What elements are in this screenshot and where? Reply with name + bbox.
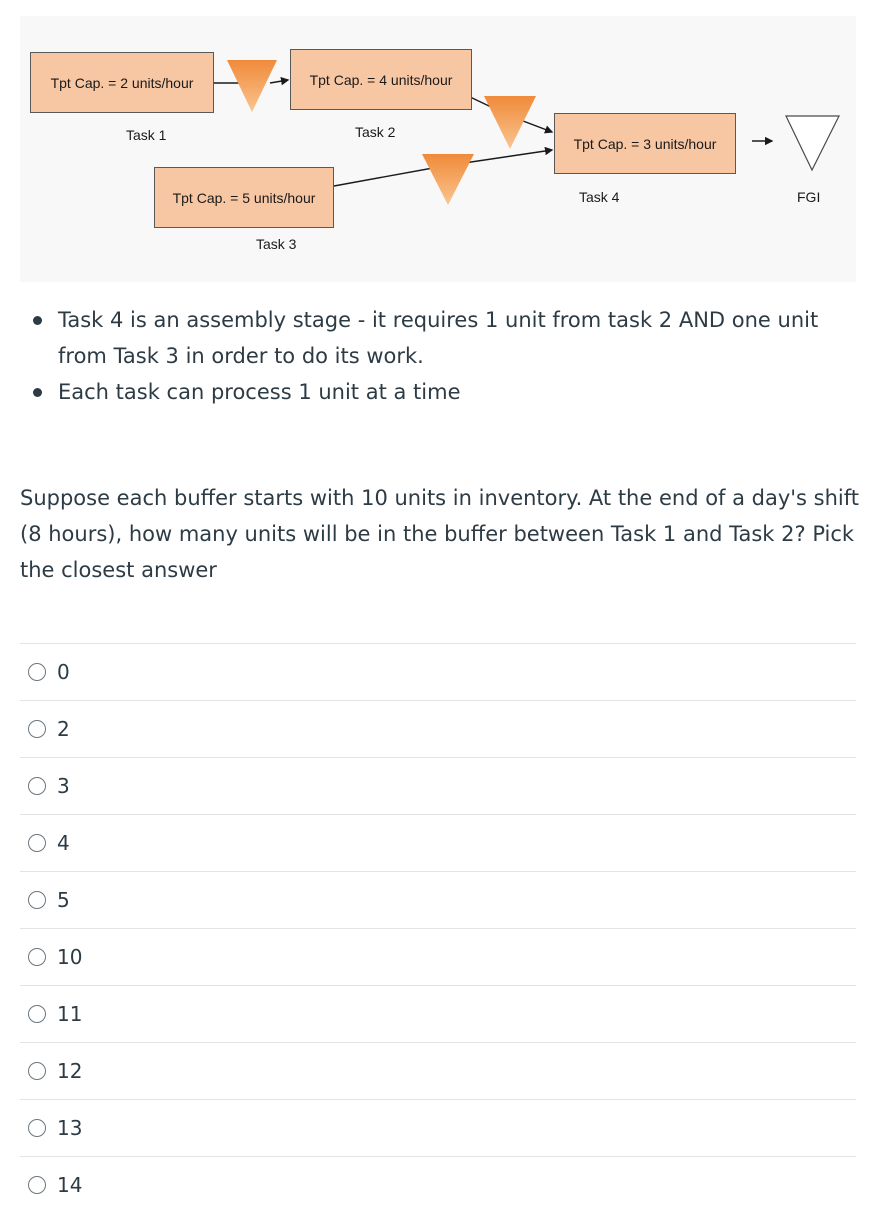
task-3-box (154, 167, 334, 228)
task-1-capacity: Tpt Cap. = 2 units/hour (50, 74, 194, 91)
answer-label: 2 (57, 717, 70, 741)
answer-option-14[interactable] (20, 1156, 856, 1213)
connector-buffer1-task2 (270, 80, 288, 83)
answer-option-5[interactable] (20, 871, 856, 928)
task-2-capacity: Tpt Cap. = 4 units/hour (309, 71, 453, 88)
radio-button[interactable] (28, 777, 46, 795)
answer-option-11[interactable] (20, 985, 856, 1042)
answer-option-12[interactable] (20, 1042, 856, 1099)
radio-button[interactable] (28, 1119, 46, 1137)
task-1-label: Task 1 (126, 127, 167, 143)
answer-option-0[interactable] (20, 643, 856, 700)
bullet-item (24, 302, 844, 374)
answer-label: 11 (57, 1002, 83, 1026)
task-1-box (30, 52, 214, 113)
answer-label: 0 (57, 660, 70, 684)
task-4-label: Task 4 (579, 189, 620, 205)
question-text: Suppose each buffer starts with 10 units in inventory. At the end of a day's shift (8 hours), how many units will be in the buffer between Task 1 and Task 2? Pick the closest answer (20, 486, 860, 582)
radio-button[interactable] (28, 663, 46, 681)
radio-button[interactable] (28, 891, 46, 909)
answer-option-2[interactable] (20, 700, 856, 757)
bullet-text: Each task can process 1 unit at a time (58, 380, 461, 404)
answer-label: 3 (57, 774, 70, 798)
answer-label: 13 (57, 1116, 83, 1140)
radio-button[interactable] (28, 834, 46, 852)
task-3-capacity: Tpt Cap. = 5 units/hour (172, 189, 316, 206)
bullet-dot-icon (33, 388, 42, 397)
answer-label: 14 (57, 1173, 83, 1197)
fgi-triangle (786, 116, 839, 170)
radio-button[interactable] (28, 1005, 46, 1023)
connector-task3-buffer3 (334, 166, 444, 186)
radio-button[interactable] (28, 948, 46, 966)
radio-button[interactable] (28, 720, 46, 738)
answer-label: 4 (57, 831, 70, 855)
answer-label: 5 (57, 888, 70, 912)
answer-option-3[interactable] (20, 757, 856, 814)
task-3-label: Task 3 (256, 236, 297, 252)
answer-label: 10 (57, 945, 83, 969)
answer-label: 12 (57, 1059, 83, 1083)
task-2-label: Task 2 (355, 124, 396, 140)
answer-option-4[interactable] (20, 814, 856, 871)
task-4-box (554, 113, 736, 174)
radio-button[interactable] (28, 1176, 46, 1194)
radio-button[interactable] (28, 1062, 46, 1080)
fgi-label: FGI (797, 189, 821, 205)
task-2-box (290, 49, 472, 110)
bullet-item (24, 374, 844, 410)
bullet-list (24, 302, 844, 410)
buffer-triangle-1 (227, 60, 277, 112)
buffer-triangle-3 (422, 154, 474, 205)
task-4-capacity: Tpt Cap. = 3 units/hour (573, 135, 717, 152)
process-flow-diagram (20, 16, 856, 282)
answer-option-10[interactable] (20, 928, 856, 985)
answer-list (20, 643, 856, 1213)
bullet-dot-icon (33, 316, 42, 325)
bullet-text: Task 4 is an assembly stage - it requires 1 unit from task 2 AND one unit from Task 3 in order to do its work. (58, 308, 819, 368)
answer-option-13[interactable] (20, 1099, 856, 1156)
